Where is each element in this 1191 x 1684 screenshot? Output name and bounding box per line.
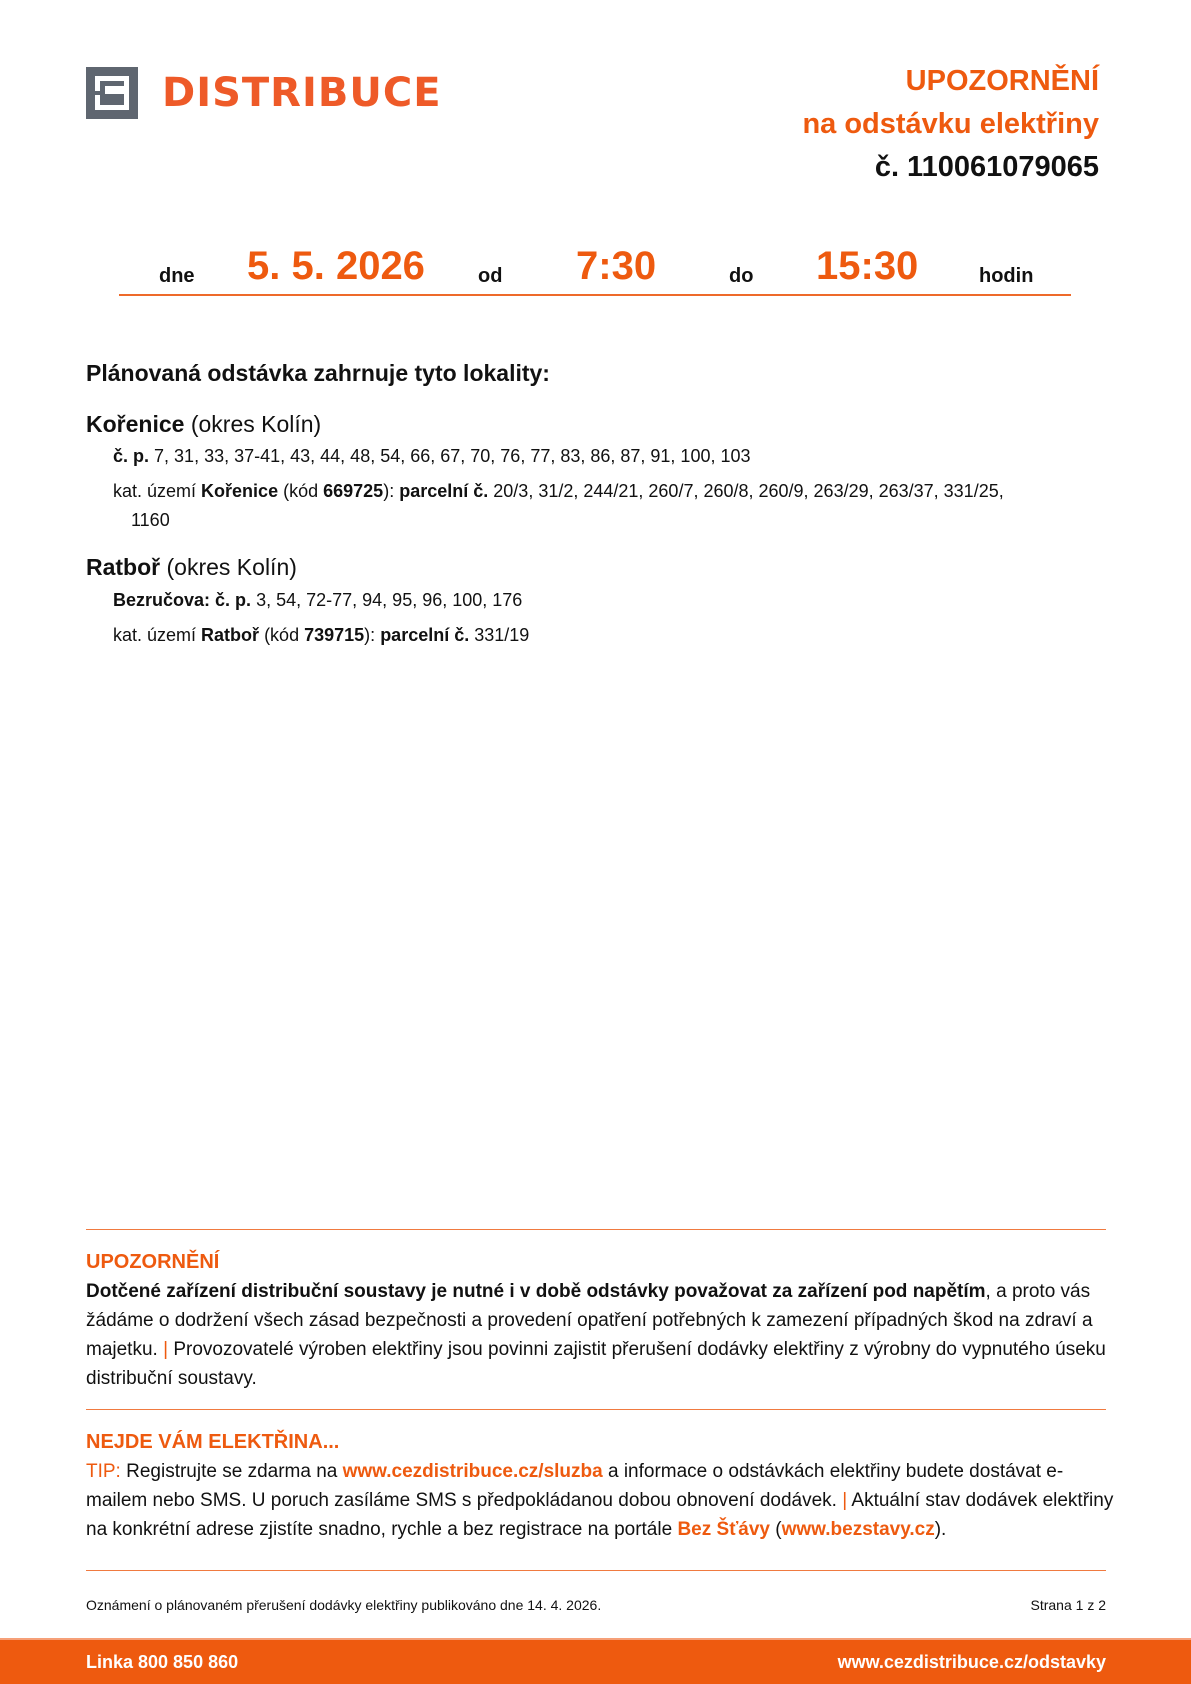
warning-title: UPOZORNĚNÍ <box>86 1251 220 1273</box>
outage-schedule <box>119 238 1071 296</box>
tip-text-part: Aktuální stav dodávek elektřiny na konkrétní adrese zjistíte snadno, rychle a bez registrace na portále <box>86 1490 1114 1540</box>
code-prefix: (kód <box>283 481 319 501</box>
logo-text: DISTRIBUCE <box>162 70 442 116</box>
warning-bold-text: Dotčené zařízení distribuční soustavy je nutné i v době odstávky považovat za zařízení pod napětím <box>86 1281 986 1302</box>
registration-link[interactable]: www.cezdistribuce.cz/sluzba <box>342 1461 603 1482</box>
cadastre-name: Ratboř <box>201 625 260 645</box>
location-name: Kořenice <box>86 411 185 437</box>
divider <box>86 1409 1106 1410</box>
cadastre-code: 669725 <box>323 481 384 501</box>
cez-distribuce-logo <box>86 67 442 119</box>
cez-e-mark-icon <box>86 67 138 119</box>
notice-title-block <box>802 60 1099 189</box>
house-label: č. p. <box>215 590 252 610</box>
footer-bar <box>0 1638 1191 1684</box>
tip-text-part: Registrujte se zdarma na <box>120 1461 343 1482</box>
notice-subtitle: na odstávku elektřiny <box>802 108 1099 140</box>
parcel-numbers: 331/19 <box>474 625 530 645</box>
location-heading <box>86 409 1116 439</box>
warning-text <box>86 1277 1116 1393</box>
house-numbers: 7, 31, 33, 37-41, 43, 44, 48, 54, 66, 67, 70, 76, 77, 83, 86, 87, 91, 100, 103 <box>154 446 751 466</box>
tip-section <box>86 1427 1116 1544</box>
bezstavy-link[interactable]: www.bezstavy.cz <box>781 1519 935 1540</box>
end-time: 15:30 <box>816 244 919 288</box>
divider <box>86 1570 1106 1571</box>
notice-number: č. 110061079065 <box>874 151 1099 183</box>
page-number: Strana 1 z 2 <box>1030 1597 1106 1613</box>
code-suffix: ): <box>383 481 395 501</box>
cadastre-prefix: kat. území <box>113 481 197 501</box>
day-label: dne <box>159 265 195 287</box>
warning-section <box>86 1247 1116 1393</box>
locations-title: Plánovaná odstávka zahrnuje tyto lokality: <box>86 360 550 386</box>
location-korenice <box>86 409 1116 535</box>
outage-date: 5. 5. 2026 <box>247 244 425 288</box>
location-heading <box>86 552 1116 582</box>
published-note: Oznámení o plánovaném přerušení dodávky elektřiny publikováno dne 14. 4. 2026. <box>86 1597 602 1613</box>
location-name: Ratboř <box>86 554 161 580</box>
parcel-label: parcelní č. <box>399 481 489 501</box>
parcel-numbers-continued: 1160 <box>131 510 170 530</box>
notice-title: UPOZORNĚNÍ <box>905 65 1099 97</box>
tip-text-part: ( <box>770 1519 782 1540</box>
location-district: (okres Kolín) <box>190 411 322 437</box>
cadastre-code: 739715 <box>304 625 365 645</box>
outages-website-link[interactable]: www.cezdistribuce.cz/odstavky <box>837 1652 1106 1672</box>
location-district: (okres Kolín) <box>166 554 297 580</box>
parcel-label: parcelní č. <box>380 625 470 645</box>
code-suffix: ): <box>364 625 376 645</box>
cadastre-prefix: kat. území <box>113 625 197 645</box>
street-name: Bezručova: <box>113 590 211 610</box>
separator: | <box>842 1490 848 1511</box>
house-numbers: 3, 54, 72-77, 94, 95, 96, 100, 176 <box>256 590 523 610</box>
to-label: do <box>729 265 754 287</box>
hotline: Linka 800 850 860 <box>86 1652 239 1672</box>
house-numbers-line <box>86 442 1116 471</box>
hours-label: hodin <box>979 265 1034 287</box>
location-ratbor <box>86 552 1116 650</box>
code-prefix: (kód <box>264 625 300 645</box>
parcel-numbers: 20/3, 31/2, 244/21, 260/7, 260/8, 260/9, 263/29, 263/37, 331/25, <box>493 481 1004 501</box>
cadastre-line <box>86 621 1116 650</box>
start-time: 7:30 <box>576 244 657 288</box>
divider <box>86 1229 1106 1230</box>
house-numbers-line <box>86 586 1116 615</box>
from-label: od <box>478 265 503 287</box>
cadastre-line <box>86 477 1116 535</box>
warning-text-part: Provozovatelé výroben elektřiny jsou povinni zajistit přerušení dodávky elektřiny z výrobny do vypnutého úseku distribuční soustavy. <box>86 1339 1106 1389</box>
portal-name: Bez Šťávy <box>677 1519 770 1540</box>
cadastre-name: Kořenice <box>201 481 279 501</box>
tip-text <box>86 1457 1116 1544</box>
warning-text-part: , a proto vás žádáme o dodržení všech zásad bezpečnosti a provedení opatření potřebných k zamezení případných škod na zdraví a majetku. <box>86 1281 1093 1360</box>
tip-title: NEJDE VÁM ELEKTŘINA... <box>86 1431 340 1453</box>
separator: | <box>163 1339 169 1360</box>
tip-label: TIP: <box>86 1461 121 1482</box>
tip-text-part: ). <box>934 1519 947 1540</box>
tip-text-part: a informace o odstávkách elektřiny budete dostávat e-mailem nebo SMS. U poruch zasíláme SMS s předpokládanou dobou obnovení dodávek. <box>86 1461 1064 1511</box>
house-label: č. p. <box>113 446 150 466</box>
